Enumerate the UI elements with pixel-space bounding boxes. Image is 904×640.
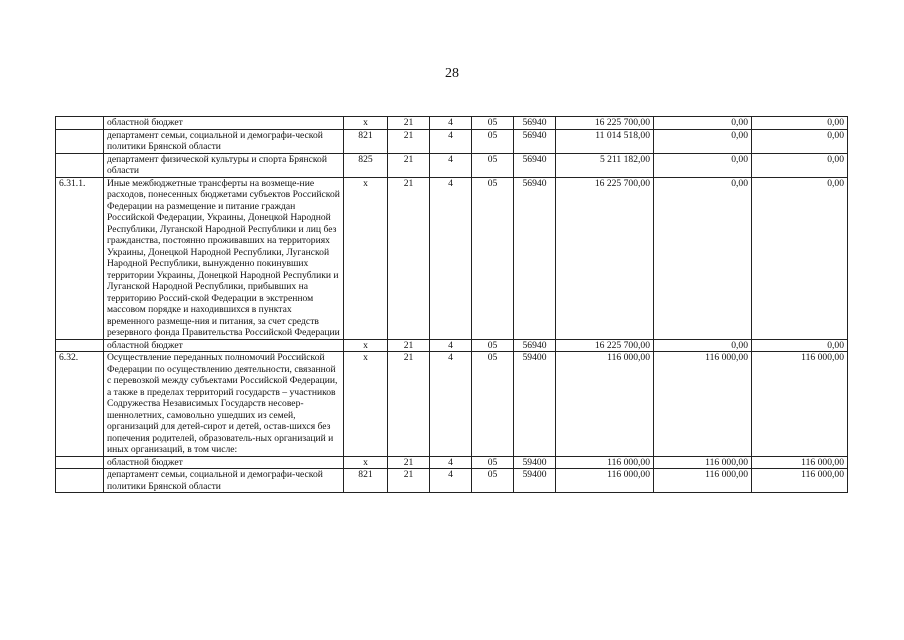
row-grbs-code: х (344, 177, 388, 339)
row-code: 6.31.1. (56, 177, 104, 339)
row-direction-code: 56940 (514, 117, 556, 130)
row-name: департамент семьи, социальной и демографи-ческой политики Брянской области (104, 129, 344, 153)
row-direction-code: 59400 (514, 456, 556, 469)
row-sum-1: 16 225 700,00 (556, 177, 654, 339)
table-body (56, 117, 848, 493)
row-sum-2: 116 000,00 (654, 352, 752, 457)
row-sum-2: 116 000,00 (654, 469, 752, 493)
row-subsection-code: 4 (430, 339, 472, 352)
budget-table (55, 116, 848, 493)
row-sum-1: 16 225 700,00 (556, 339, 654, 352)
table-row (56, 129, 848, 153)
row-program-code: 05 (472, 456, 514, 469)
row-program-code: 05 (472, 339, 514, 352)
table-row (56, 339, 848, 352)
row-name: областной бюджет (104, 339, 344, 352)
row-sum-3: 116 000,00 (752, 469, 848, 493)
table-row (56, 117, 848, 130)
row-subsection-code: 4 (430, 153, 472, 177)
row-subsection-code: 4 (430, 117, 472, 130)
table-row (56, 456, 848, 469)
row-program-code: 05 (472, 117, 514, 130)
row-section-code: 21 (388, 177, 430, 339)
row-direction-code: 56940 (514, 177, 556, 339)
row-name: Осуществление переданных полномочий Российской Федерации по осуществлению деятельности, связанной с перевозкой между субъектами Российской Федерации, а также в пределах территорий государств – участников Содружества Независимых Государств несовер-шеннолетних, самовольно ушедших из семей, организаций для детей-сирот и детей, остав-шихся без попечения родителей, образователь-ных организаций и иных организаций, в том числе: (104, 352, 344, 457)
row-sum-1: 11 014 518,00 (556, 129, 654, 153)
row-section-code: 21 (388, 153, 430, 177)
row-sum-2: 0,00 (654, 117, 752, 130)
row-grbs-code: х (344, 352, 388, 457)
table-row (56, 177, 848, 339)
row-code (56, 339, 104, 352)
row-sum-2: 0,00 (654, 339, 752, 352)
row-subsection-code: 4 (430, 129, 472, 153)
row-grbs-code: 821 (344, 129, 388, 153)
row-subsection-code: 4 (430, 469, 472, 493)
row-sum-1: 16 225 700,00 (556, 117, 654, 130)
row-section-code: 21 (388, 456, 430, 469)
row-direction-code: 56940 (514, 129, 556, 153)
row-sum-3: 116 000,00 (752, 352, 848, 457)
row-code (56, 153, 104, 177)
row-sum-3: 116 000,00 (752, 456, 848, 469)
row-sum-2: 116 000,00 (654, 456, 752, 469)
row-section-code: 21 (388, 129, 430, 153)
row-sum-2: 0,00 (654, 129, 752, 153)
row-section-code: 21 (388, 117, 430, 130)
row-sum-1: 5 211 182,00 (556, 153, 654, 177)
row-direction-code: 56940 (514, 339, 556, 352)
row-program-code: 05 (472, 129, 514, 153)
row-grbs-code: 821 (344, 469, 388, 493)
row-grbs-code: х (344, 339, 388, 352)
row-code (56, 456, 104, 469)
table-row (56, 352, 848, 457)
row-sum-2: 0,00 (654, 153, 752, 177)
row-name: Иные межбюджетные трансферты на возмеще-ние расходов, понесенных бюджетами субъектов Российской Федерации на размещение и питание граждан Российской Федерации, Украины, Донецкой Народной Республики, Луганской Народной Республики и лиц без гражданства, постоянно проживавших на территориях Украины, Донецкой Народной Республики, Луганской Народной Республики, вынужденно покинувших территории Украины, Донецкой Народной Республики и Луганской Народной Республики, прибывших на территорию Россий-ской Федерации в экстренном массовом порядке и находившихся в пунктах временного размеще-ния и питания, за счет средств резервного фонда Правительства Российской Федерации (104, 177, 344, 339)
row-subsection-code: 4 (430, 456, 472, 469)
row-name: областной бюджет (104, 456, 344, 469)
row-sum-1: 116 000,00 (556, 456, 654, 469)
row-name: департамент семьи, социальной и демографи-ческой политики Брянской области (104, 469, 344, 493)
row-grbs-code: 825 (344, 153, 388, 177)
row-direction-code: 56940 (514, 153, 556, 177)
row-sum-1: 116 000,00 (556, 352, 654, 457)
row-program-code: 05 (472, 153, 514, 177)
row-program-code: 05 (472, 177, 514, 339)
row-grbs-code: х (344, 456, 388, 469)
row-subsection-code: 4 (430, 177, 472, 339)
row-section-code: 21 (388, 352, 430, 457)
row-code (56, 117, 104, 130)
row-sum-3: 0,00 (752, 117, 848, 130)
row-sum-1: 116 000,00 (556, 469, 654, 493)
row-code (56, 129, 104, 153)
row-sum-3: 0,00 (752, 129, 848, 153)
row-name: областной бюджет (104, 117, 344, 130)
row-section-code: 21 (388, 469, 430, 493)
row-code: 6.32. (56, 352, 104, 457)
row-sum-3: 0,00 (752, 339, 848, 352)
row-subsection-code: 4 (430, 352, 472, 457)
row-section-code: 21 (388, 339, 430, 352)
row-sum-3: 0,00 (752, 177, 848, 339)
row-sum-3: 0,00 (752, 153, 848, 177)
row-code (56, 469, 104, 493)
page-number: 28 (445, 66, 459, 81)
row-name: департамент физической культуры и спорта Брянской области (104, 153, 344, 177)
row-direction-code: 59400 (514, 352, 556, 457)
row-program-code: 05 (472, 469, 514, 493)
table-row (56, 153, 848, 177)
row-direction-code: 59400 (514, 469, 556, 493)
row-program-code: 05 (472, 352, 514, 457)
row-sum-2: 0,00 (654, 177, 752, 339)
table-row (56, 469, 848, 493)
row-grbs-code: х (344, 117, 388, 130)
